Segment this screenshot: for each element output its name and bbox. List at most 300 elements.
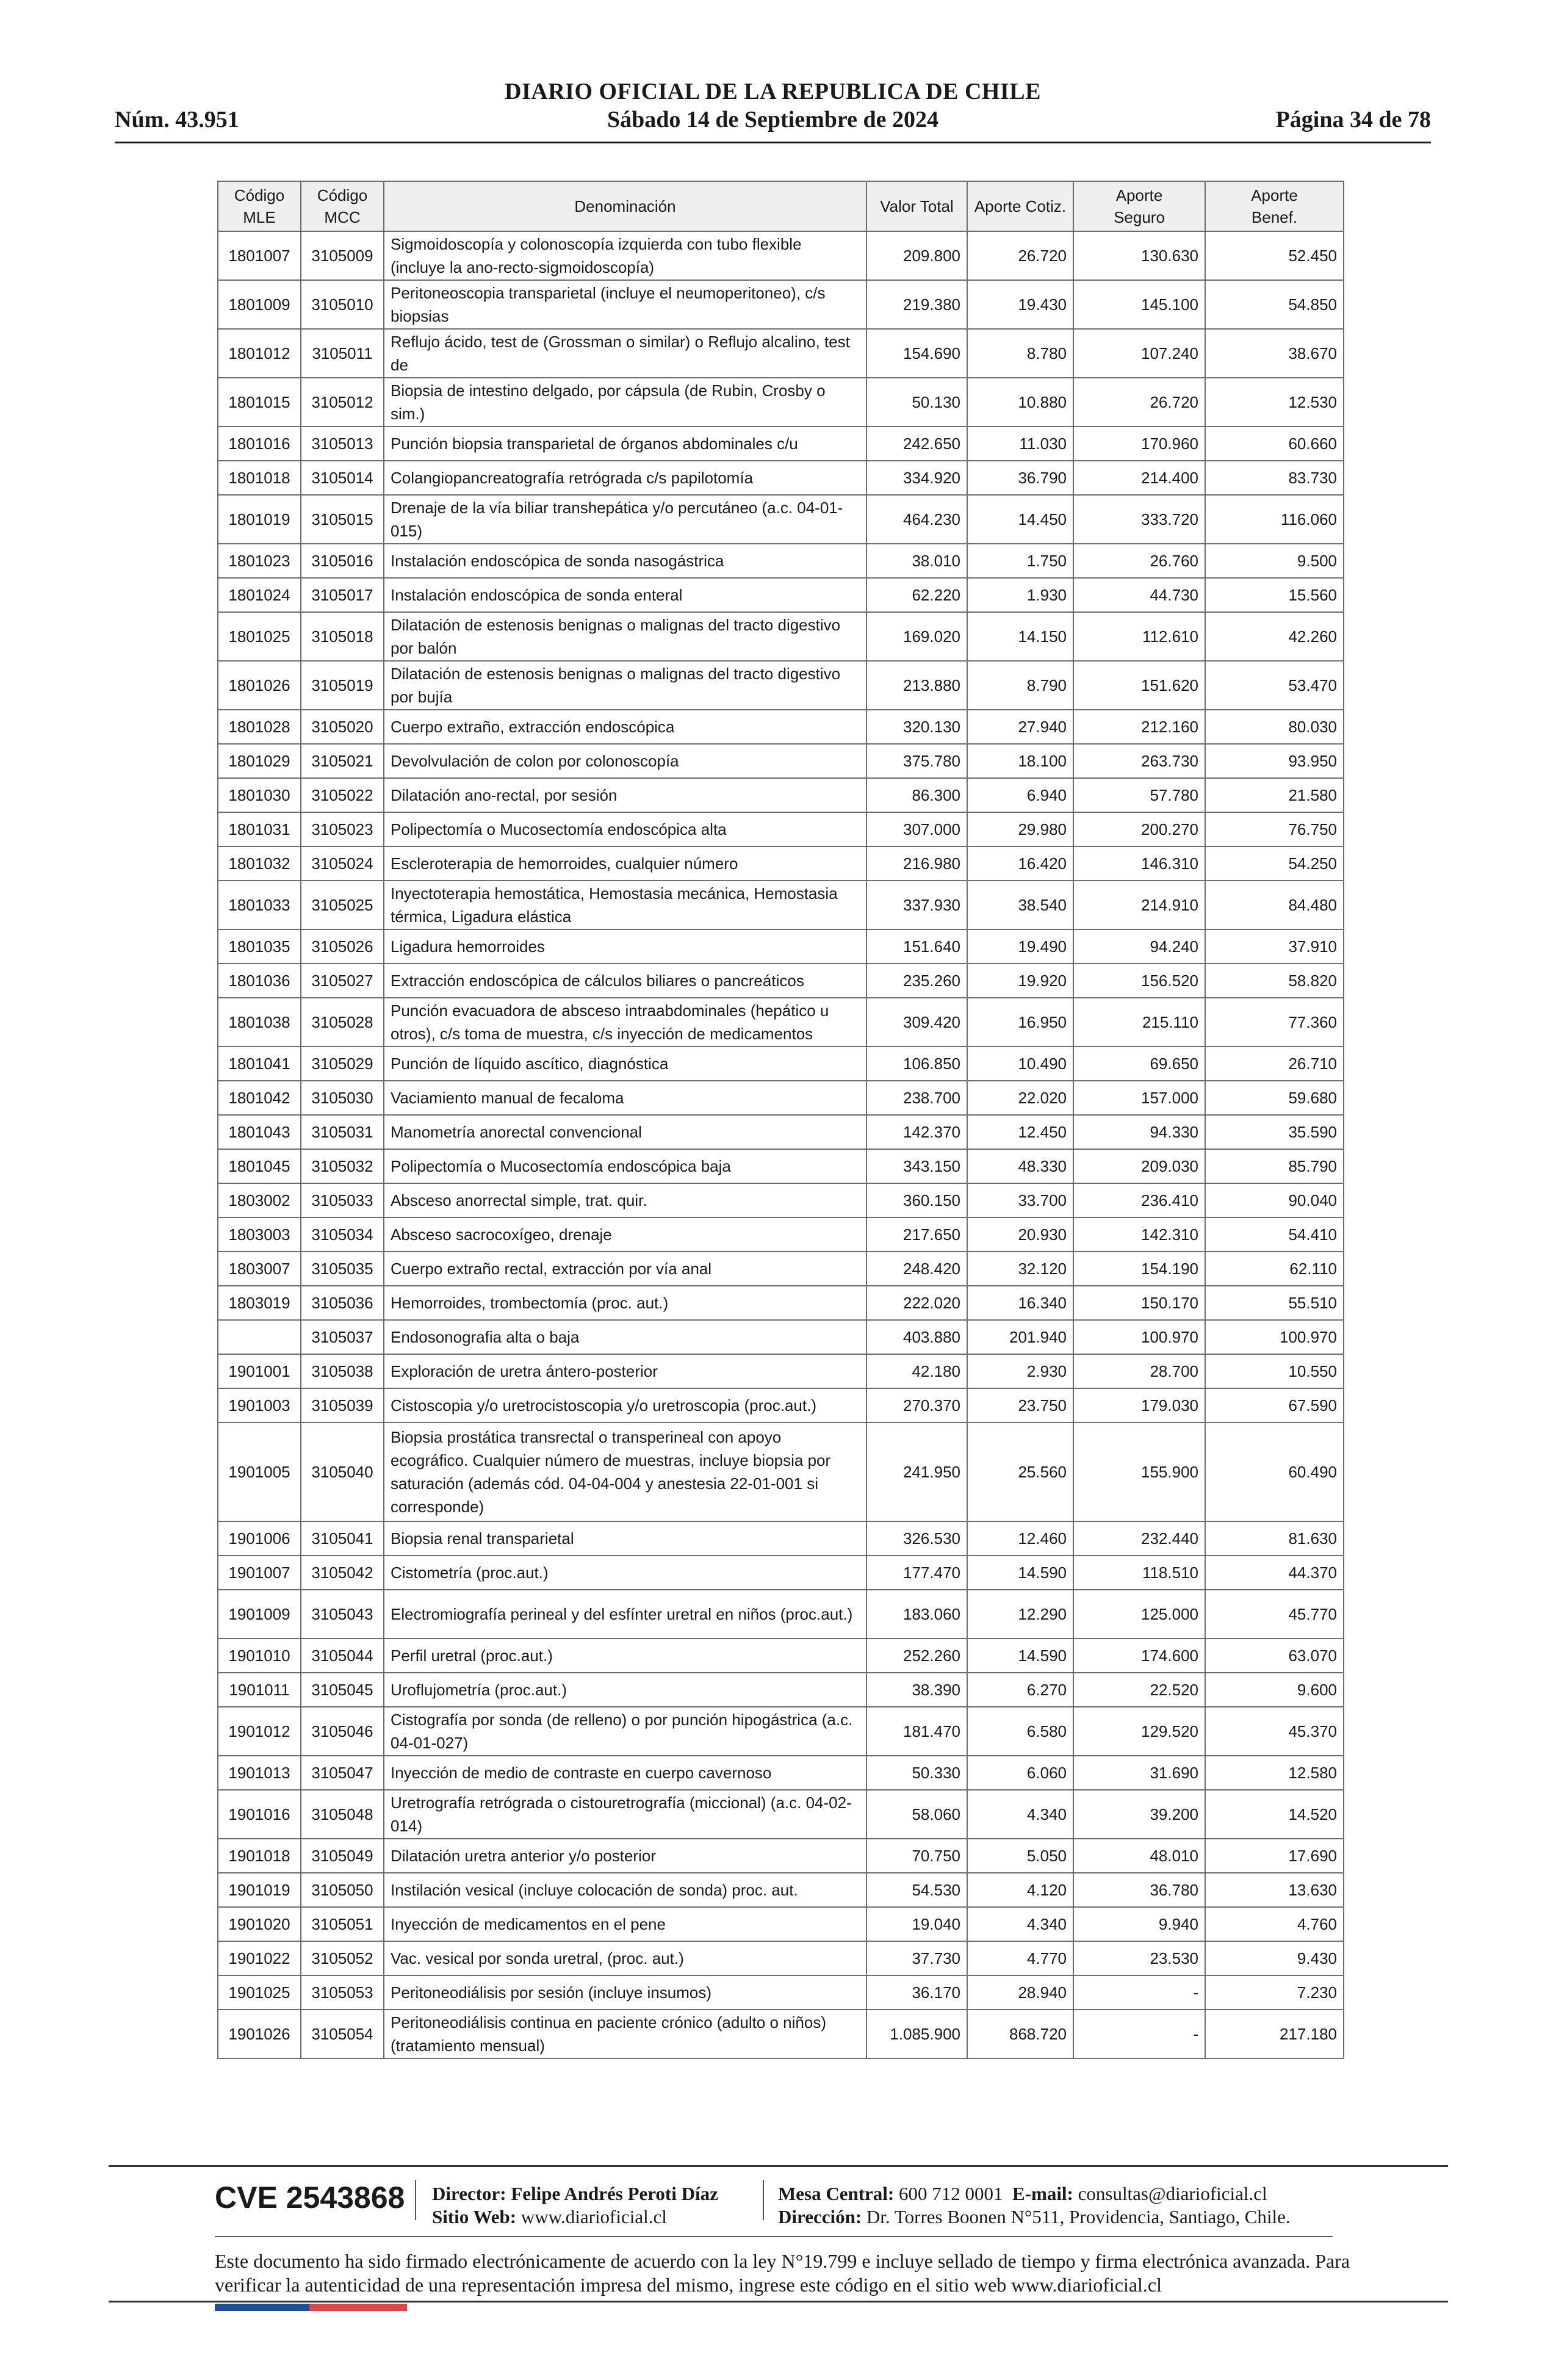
issue-date: Sábado 14 de Septiembre de 2024 [607, 107, 938, 132]
cell-valor-total: 209.800 [866, 231, 967, 280]
table-row [218, 1354, 1344, 1388]
cell-denominacion: Vac. vesical por sonda uretral, (proc. aut.) [384, 1941, 866, 1975]
cell-aporte-seguro: 142.310 [1073, 1217, 1205, 1252]
cell-aporte-benef: 13.630 [1205, 1873, 1344, 1907]
cell-codigo-mle: 1901003 [218, 1388, 301, 1423]
cell-codigo-mcc: 3105034 [301, 1217, 384, 1252]
cell-aporte-benef: 76.750 [1205, 812, 1344, 846]
cell-aporte-benef: 44.370 [1205, 1556, 1344, 1590]
cell-aporte-cotiz: 23.750 [967, 1388, 1073, 1423]
cell-aporte-cotiz: 19.430 [967, 280, 1073, 329]
cell-aporte-seguro: 26.720 [1073, 378, 1205, 427]
cell-codigo-mle: 1901026 [218, 2010, 301, 2058]
cell-aporte-seguro: 214.910 [1073, 881, 1205, 929]
cell-aporte-cotiz: 4.120 [967, 1873, 1073, 1907]
cell-aporte-benef: 37.910 [1205, 929, 1344, 964]
cell-codigo-mle: 1901016 [218, 1790, 301, 1839]
cell-aporte-seguro: 112.610 [1073, 612, 1205, 661]
cell-valor-total: 238.700 [866, 1081, 967, 1115]
table-row [218, 998, 1344, 1047]
cell-aporte-cotiz: 16.420 [967, 846, 1073, 881]
cell-codigo-mcc: 3105021 [301, 744, 384, 778]
cell-aporte-cotiz: 5.050 [967, 1839, 1073, 1873]
issue-number: Núm. 43.951 [115, 107, 239, 132]
cell-aporte-benef: 14.520 [1205, 1790, 1344, 1839]
table-row [218, 378, 1344, 427]
table-row [218, 1790, 1344, 1839]
cell-denominacion: Escleroterapia de hemorroides, cualquier número [384, 846, 866, 881]
cell-codigo-mcc: 3105015 [301, 495, 384, 544]
cell-denominacion: Cistografía por sonda (de relleno) o por punción hipogástrica (a.c. 04-01-027) [384, 1707, 866, 1756]
cell-codigo-mle: 1803007 [218, 1252, 301, 1286]
contact-block [778, 2182, 1291, 2229]
cell-denominacion: Devolvulación de colon por colonoscopía [384, 744, 866, 778]
cell-valor-total: 337.930 [866, 881, 967, 929]
cell-valor-total: 58.060 [866, 1790, 967, 1839]
cell-codigo-mcc: 3105028 [301, 998, 384, 1047]
cell-denominacion: Biopsia renal transparietal [384, 1521, 866, 1556]
cell-aporte-cotiz: 4.340 [967, 1790, 1073, 1839]
cell-aporte-seguro: - [1073, 1975, 1205, 2010]
cell-codigo-mle: 1801036 [218, 964, 301, 998]
cell-denominacion: Cistoscopia y/o uretrocistoscopia y/o uretroscopia (proc.aut.) [384, 1388, 866, 1423]
cell-aporte-benef: 54.850 [1205, 280, 1344, 329]
cell-aporte-cotiz: 868.720 [967, 2010, 1073, 2058]
cell-valor-total: 54.530 [866, 1873, 967, 1907]
cell-aporte-cotiz: 14.450 [967, 495, 1073, 544]
cell-aporte-cotiz: 201.940 [967, 1320, 1073, 1354]
cell-aporte-seguro: 214.400 [1073, 461, 1205, 495]
table-row [218, 1839, 1344, 1873]
cell-aporte-cotiz: 8.780 [967, 329, 1073, 378]
cell-valor-total: 343.150 [866, 1149, 967, 1183]
table-row [218, 929, 1344, 964]
cell-aporte-cotiz: 19.920 [967, 964, 1073, 998]
cell-codigo-mcc: 3105029 [301, 1047, 384, 1081]
cell-denominacion: Endosonografia alta o baja [384, 1320, 866, 1354]
cell-aporte-seguro: 333.720 [1073, 495, 1205, 544]
cell-codigo-mle: 1801016 [218, 427, 301, 461]
cell-denominacion: Uretrografía retrógrada o cistouretrografía (miccional) (a.c. 04-02-014) [384, 1790, 866, 1839]
cell-valor-total: 1.085.900 [866, 2010, 967, 2058]
cell-aporte-cotiz: 6.940 [967, 778, 1073, 812]
cell-codigo-mcc: 3105052 [301, 1941, 384, 1975]
cell-valor-total: 403.880 [866, 1320, 967, 1354]
cell-codigo-mle: 1803002 [218, 1183, 301, 1217]
cell-aporte-benef: 55.510 [1205, 1286, 1344, 1320]
cell-aporte-cotiz: 6.060 [967, 1756, 1073, 1790]
cell-codigo-mcc: 3105051 [301, 1907, 384, 1941]
cell-codigo-mle: 1801012 [218, 329, 301, 378]
table-row [218, 744, 1344, 778]
cell-codigo-mle: 1801031 [218, 812, 301, 846]
flag-bar-blue [215, 2304, 309, 2311]
newspaper-title: DIARIO OFICIAL DE LA REPUBLICA DE CHILE [505, 79, 1041, 104]
table-row [218, 231, 1344, 280]
cell-aporte-cotiz: 12.450 [967, 1115, 1073, 1149]
cell-aporte-benef: 63.070 [1205, 1639, 1344, 1673]
cell-aporte-benef: 67.590 [1205, 1388, 1344, 1423]
cell-aporte-seguro: 209.030 [1073, 1149, 1205, 1183]
cell-codigo-mcc: 3105038 [301, 1354, 384, 1388]
cell-denominacion: Punción evacuadora de absceso intraabdominales (hepático u otros), c/s toma de muestra, c/s inyección de medicamentos [384, 998, 866, 1047]
cell-valor-total: 50.130 [866, 378, 967, 427]
table-row [218, 964, 1344, 998]
cell-denominacion: Exploración de uretra ántero-posterior [384, 1354, 866, 1388]
table-row [218, 710, 1344, 744]
cell-aporte-cotiz: 19.490 [967, 929, 1073, 964]
cell-valor-total: 38.010 [866, 544, 967, 578]
cell-valor-total: 252.260 [866, 1639, 967, 1673]
cell-denominacion: Dilatación de estenosis benignas o malignas del tracto digestivo por balón [384, 612, 866, 661]
col-header-mle: Código MLE [218, 181, 301, 231]
table-row [218, 495, 1344, 544]
cell-aporte-benef: 52.450 [1205, 231, 1344, 280]
cell-aporte-benef: 60.660 [1205, 427, 1344, 461]
cell-aporte-cotiz: 32.120 [967, 1252, 1073, 1286]
table-row [218, 1423, 1344, 1521]
cell-aporte-seguro: 48.010 [1073, 1839, 1205, 1873]
cell-aporte-seguro: 118.510 [1073, 1556, 1205, 1590]
cell-codigo-mcc: 3105025 [301, 881, 384, 929]
cell-denominacion: Hemorroides, trombectomía (proc. aut.) [384, 1286, 866, 1320]
cell-aporte-cotiz: 6.270 [967, 1673, 1073, 1707]
cell-valor-total: 241.950 [866, 1423, 967, 1521]
cell-valor-total: 222.020 [866, 1286, 967, 1320]
cell-valor-total: 216.980 [866, 846, 967, 881]
table-row [218, 612, 1344, 661]
cell-codigo-mcc: 3105009 [301, 231, 384, 280]
cell-aporte-benef: 54.410 [1205, 1217, 1344, 1252]
cell-codigo-mcc: 3105011 [301, 329, 384, 378]
cell-codigo-mle: 1901010 [218, 1639, 301, 1673]
cell-aporte-benef: 80.030 [1205, 710, 1344, 744]
cell-aporte-cotiz: 11.030 [967, 427, 1073, 461]
table-row [218, 1388, 1344, 1423]
cell-denominacion: Peritoneodiálisis continua en paciente crónico (adulto o niños) (tratamiento mensual) [384, 2010, 866, 2058]
table-row [218, 1639, 1344, 1673]
cell-aporte-cotiz: 29.980 [967, 812, 1073, 846]
cell-aporte-seguro: 145.100 [1073, 280, 1205, 329]
cell-codigo-mcc: 3105036 [301, 1286, 384, 1320]
table-row [218, 778, 1344, 812]
cell-denominacion: Inyección de medicamentos en el pene [384, 1907, 866, 1941]
cell-aporte-cotiz: 6.580 [967, 1707, 1073, 1756]
cell-codigo-mle: 1803003 [218, 1217, 301, 1252]
cell-codigo-mcc: 3105044 [301, 1639, 384, 1673]
direccion-value: Dr. Torres Boonen N°511, Providencia, Santiago, Chile. [866, 2206, 1291, 2227]
table-row [218, 1217, 1344, 1252]
cell-codigo-mcc: 3105017 [301, 578, 384, 612]
cell-denominacion: Peritoneodiálisis por sesión (incluye insumos) [384, 1975, 866, 2010]
cell-aporte-seguro: 155.900 [1073, 1423, 1205, 1521]
cell-codigo-mcc: 3105040 [301, 1423, 384, 1521]
email-link[interactable]: consultas@diarioficial.cl [1078, 2183, 1267, 2204]
cell-codigo-mle: 1801026 [218, 661, 301, 710]
director-name: Felipe Andrés Peroti Díaz [511, 2183, 718, 2204]
cell-codigo-mle: 1801045 [218, 1149, 301, 1183]
cell-denominacion: Dilatación de estenosis benignas o malignas del tracto digestivo por bujía [384, 661, 866, 710]
cell-denominacion: Cistometría (proc.aut.) [384, 1556, 866, 1590]
cell-aporte-seguro: 23.530 [1073, 1941, 1205, 1975]
cell-denominacion: Electromiografía perineal y del esfínter uretral en niños (proc.aut.) [384, 1590, 866, 1639]
table-row [218, 1252, 1344, 1286]
cell-valor-total: 235.260 [866, 964, 967, 998]
flag-bar-red [309, 2304, 407, 2311]
cell-denominacion: Absceso sacrocoxígeo, drenaje [384, 1217, 866, 1252]
cell-aporte-benef: 12.530 [1205, 378, 1344, 427]
table-row [218, 1673, 1344, 1707]
cell-codigo-mle: 1801043 [218, 1115, 301, 1149]
cell-valor-total: 177.470 [866, 1556, 967, 1590]
cell-codigo-mle: 1901022 [218, 1941, 301, 1975]
cell-aporte-cotiz: 18.100 [967, 744, 1073, 778]
cell-aporte-seguro: 157.000 [1073, 1081, 1205, 1115]
cell-valor-total: 142.370 [866, 1115, 967, 1149]
cell-codigo-mle: 1801042 [218, 1081, 301, 1115]
cell-codigo-mcc: 3105041 [301, 1521, 384, 1556]
cell-denominacion: Manometría anorectal convencional [384, 1115, 866, 1149]
cell-codigo-mle: 1801041 [218, 1047, 301, 1081]
table-row [218, 1590, 1344, 1639]
cell-codigo-mle: 1801033 [218, 881, 301, 929]
cell-valor-total: 320.130 [866, 710, 967, 744]
cell-codigo-mcc: 3105022 [301, 778, 384, 812]
cell-aporte-seguro: 215.110 [1073, 998, 1205, 1047]
cell-codigo-mle: 1801018 [218, 461, 301, 495]
cell-aporte-benef: 7.230 [1205, 1975, 1344, 2010]
cell-aporte-benef: 93.950 [1205, 744, 1344, 778]
cell-aporte-benef: 116.060 [1205, 495, 1344, 544]
cell-aporte-seguro: 31.690 [1073, 1756, 1205, 1790]
cell-aporte-seguro: 150.170 [1073, 1286, 1205, 1320]
cell-valor-total: 217.650 [866, 1217, 967, 1252]
cell-aporte-cotiz: 1.750 [967, 544, 1073, 578]
cell-codigo-mle: 1901006 [218, 1521, 301, 1556]
cell-codigo-mcc: 3105026 [301, 929, 384, 964]
cell-aporte-seguro: 94.240 [1073, 929, 1205, 964]
table-row [218, 1320, 1344, 1354]
cell-codigo-mle: 1901020 [218, 1907, 301, 1941]
cell-aporte-seguro: 57.780 [1073, 778, 1205, 812]
cell-codigo-mle: 1901005 [218, 1423, 301, 1521]
cell-codigo-mle: 1901013 [218, 1756, 301, 1790]
footer-divider-bottom [109, 2301, 1448, 2302]
cell-aporte-benef: 85.790 [1205, 1149, 1344, 1183]
cell-codigo-mle: 1901019 [218, 1873, 301, 1907]
cell-valor-total: 154.690 [866, 329, 967, 378]
cell-aporte-cotiz: 36.790 [967, 461, 1073, 495]
cell-valor-total: 219.380 [866, 280, 967, 329]
cell-denominacion: Cuerpo extraño rectal, extracción por vía anal [384, 1252, 866, 1286]
cell-denominacion: Extracción endoscópica de cálculos biliares o pancreáticos [384, 964, 866, 998]
cell-valor-total: 37.730 [866, 1941, 967, 1975]
cell-codigo-mcc: 3105027 [301, 964, 384, 998]
cell-valor-total: 50.330 [866, 1756, 967, 1790]
cell-valor-total: 62.220 [866, 578, 967, 612]
table-row [218, 1115, 1344, 1149]
cell-codigo-mcc: 3105023 [301, 812, 384, 846]
mesa-phone: 600 712 0001 [899, 2183, 1003, 2204]
cell-aporte-seguro: 174.600 [1073, 1639, 1205, 1673]
cell-aporte-seguro: - [1073, 2010, 1205, 2058]
cell-aporte-seguro: 130.630 [1073, 231, 1205, 280]
cell-denominacion: Biopsia de intestino delgado, por cápsula (de Rubin, Crosby o sim.) [384, 378, 866, 427]
cell-aporte-seguro: 39.200 [1073, 1790, 1205, 1839]
cell-aporte-benef: 81.630 [1205, 1521, 1344, 1556]
cell-aporte-benef: 26.710 [1205, 1047, 1344, 1081]
cell-codigo-mcc: 3105030 [301, 1081, 384, 1115]
cell-codigo-mle: 1901007 [218, 1556, 301, 1590]
cell-codigo-mle: 1801035 [218, 929, 301, 964]
cell-valor-total: 213.880 [866, 661, 967, 710]
cell-valor-total: 169.020 [866, 612, 967, 661]
cell-aporte-benef: 77.360 [1205, 998, 1344, 1047]
cell-codigo-mle: 1803019 [218, 1286, 301, 1320]
cell-aporte-cotiz: 14.150 [967, 612, 1073, 661]
footer-divider-mid [215, 2236, 1333, 2237]
cell-codigo-mle: 1901001 [218, 1354, 301, 1388]
cell-aporte-cotiz: 26.720 [967, 231, 1073, 280]
cell-codigo-mle: 1801019 [218, 495, 301, 544]
cell-codigo-mcc: 3105013 [301, 427, 384, 461]
cell-valor-total: 360.150 [866, 1183, 967, 1217]
cell-aporte-seguro: 236.410 [1073, 1183, 1205, 1217]
cell-denominacion: Dilatación ano-rectal, por sesión [384, 778, 866, 812]
cell-denominacion: Vaciamiento manual de fecaloma [384, 1081, 866, 1115]
cell-aporte-benef: 59.680 [1205, 1081, 1344, 1115]
cell-aporte-benef: 35.590 [1205, 1115, 1344, 1149]
cell-aporte-seguro: 146.310 [1073, 846, 1205, 881]
cell-aporte-cotiz: 25.560 [967, 1423, 1073, 1521]
table-row [218, 1149, 1344, 1183]
table-row [218, 578, 1344, 612]
cell-valor-total: 181.470 [866, 1707, 967, 1756]
table-row [218, 812, 1344, 846]
cell-denominacion: Inyectoterapia hemostática, Hemostasia mecánica, Hemostasia térmica, Ligadura elástica [384, 881, 866, 929]
web-label: Sitio Web: [432, 2206, 517, 2227]
cell-aporte-cotiz: 10.880 [967, 378, 1073, 427]
cell-aporte-benef: 58.820 [1205, 964, 1344, 998]
cell-denominacion: Instalación endoscópica de sonda nasogástrica [384, 544, 866, 578]
director-block [432, 2182, 718, 2229]
cell-valor-total: 270.370 [866, 1388, 967, 1423]
cell-codigo-mcc: 3105020 [301, 710, 384, 744]
footer-separator [763, 2180, 764, 2220]
cell-codigo-mle: 1801032 [218, 846, 301, 881]
email-label: E-mail: [1012, 2183, 1073, 2204]
cell-codigo-mcc: 3105039 [301, 1388, 384, 1423]
cell-valor-total: 86.300 [866, 778, 967, 812]
cell-codigo-mle: 1801025 [218, 612, 301, 661]
col-header-mcc: Código MCC [301, 181, 384, 231]
cell-aporte-cotiz: 20.930 [967, 1217, 1073, 1252]
cell-aporte-cotiz: 14.590 [967, 1639, 1073, 1673]
table-row [218, 544, 1344, 578]
cell-denominacion: Cuerpo extraño, extracción endoscópica [384, 710, 866, 744]
cell-aporte-cotiz: 14.590 [967, 1556, 1073, 1590]
table-header [218, 181, 1344, 231]
cell-aporte-seguro: 107.240 [1073, 329, 1205, 378]
cell-aporte-benef: 83.730 [1205, 461, 1344, 495]
web-link[interactable]: www.diarioficial.cl [520, 2206, 667, 2227]
cell-denominacion: Reflujo ácido, test de (Grossman o similar) o Reflujo alcalino, test de [384, 329, 866, 378]
cell-valor-total: 70.750 [866, 1839, 967, 1873]
cell-valor-total: 334.920 [866, 461, 967, 495]
tariff-table [217, 181, 1344, 2059]
cell-codigo-mcc: 3105024 [301, 846, 384, 881]
table-row [218, 1047, 1344, 1081]
cell-denominacion: Instalación endoscópica de sonda enteral [384, 578, 866, 612]
cell-aporte-cotiz: 28.940 [967, 1975, 1073, 2010]
cell-aporte-cotiz: 12.460 [967, 1521, 1073, 1556]
cell-codigo-mcc: 3105037 [301, 1320, 384, 1354]
cell-valor-total: 36.170 [866, 1975, 967, 2010]
cell-denominacion: Peritoneoscopia transparietal (incluye el neumoperitoneo), c/s biopsias [384, 280, 866, 329]
cell-aporte-benef: 217.180 [1205, 2010, 1344, 2058]
cell-aporte-benef: 21.580 [1205, 778, 1344, 812]
cell-aporte-seguro: 151.620 [1073, 661, 1205, 710]
cell-aporte-seguro: 22.520 [1073, 1673, 1205, 1707]
legal-notice: Este documento ha sido firmado electrónicamente de acuerdo con la ley N°19.799 e incluye sellado de tiempo y firma electrónica avanzada. Para verificar la autenticidad de una representación impresa del mismo, ingrese este código en el sitio web www.diarioficial.cl [215, 2250, 1350, 2296]
cell-valor-total: 106.850 [866, 1047, 967, 1081]
cell-codigo-mle: 1901009 [218, 1590, 301, 1639]
table-row [218, 1556, 1344, 1590]
cell-denominacion: Ligadura hemorroides [384, 929, 866, 964]
cell-codigo-mcc: 3105018 [301, 612, 384, 661]
table-row [218, 846, 1344, 881]
cell-denominacion: Colangiopancreatografía retrógrada c/s papilotomía [384, 461, 866, 495]
cell-aporte-benef: 42.260 [1205, 612, 1344, 661]
cell-aporte-benef: 53.470 [1205, 661, 1344, 710]
cell-valor-total: 183.060 [866, 1590, 967, 1639]
cell-codigo-mcc: 3105035 [301, 1252, 384, 1286]
cell-codigo-mcc: 3105046 [301, 1707, 384, 1756]
cell-aporte-cotiz: 33.700 [967, 1183, 1073, 1217]
cell-aporte-seguro: 94.330 [1073, 1115, 1205, 1149]
cell-aporte-benef: 10.550 [1205, 1354, 1344, 1388]
cell-aporte-seguro: 100.970 [1073, 1320, 1205, 1354]
cell-codigo-mcc: 3105033 [301, 1183, 384, 1217]
table-row [218, 1907, 1344, 1941]
cell-denominacion: Polipectomía o Mucosectomía endoscópica alta [384, 812, 866, 846]
cell-aporte-seguro: 28.700 [1073, 1354, 1205, 1388]
col-header-denominacion: Denominación [384, 181, 866, 231]
cell-valor-total: 307.000 [866, 812, 967, 846]
cell-aporte-seguro: 129.520 [1073, 1707, 1205, 1756]
cell-aporte-benef: 9.430 [1205, 1941, 1344, 1975]
table-row [218, 1521, 1344, 1556]
table-row [218, 1873, 1344, 1907]
cell-codigo-mle: 1801038 [218, 998, 301, 1047]
table-row [218, 1975, 1344, 2010]
cell-valor-total: 19.040 [866, 1907, 967, 1941]
cell-aporte-benef: 100.970 [1205, 1320, 1344, 1354]
cell-denominacion: Drenaje de la vía biliar transhepática y/o percutáneo (a.c. 04-01-015) [384, 495, 866, 544]
cell-aporte-cotiz: 1.930 [967, 578, 1073, 612]
table-row [218, 1941, 1344, 1975]
cell-denominacion: Absceso anorrectal simple, trat. quir. [384, 1183, 866, 1217]
cell-aporte-seguro: 179.030 [1073, 1388, 1205, 1423]
cell-aporte-cotiz: 12.290 [967, 1590, 1073, 1639]
cell-aporte-benef: 45.770 [1205, 1590, 1344, 1639]
table-row [218, 280, 1344, 329]
cell-aporte-benef: 4.760 [1205, 1907, 1344, 1941]
cell-aporte-seguro: 156.520 [1073, 964, 1205, 998]
table-row [218, 1707, 1344, 1756]
cell-denominacion: Inyección de medio de contraste en cuerpo cavernoso [384, 1756, 866, 1790]
cell-aporte-benef: 9.600 [1205, 1673, 1344, 1707]
